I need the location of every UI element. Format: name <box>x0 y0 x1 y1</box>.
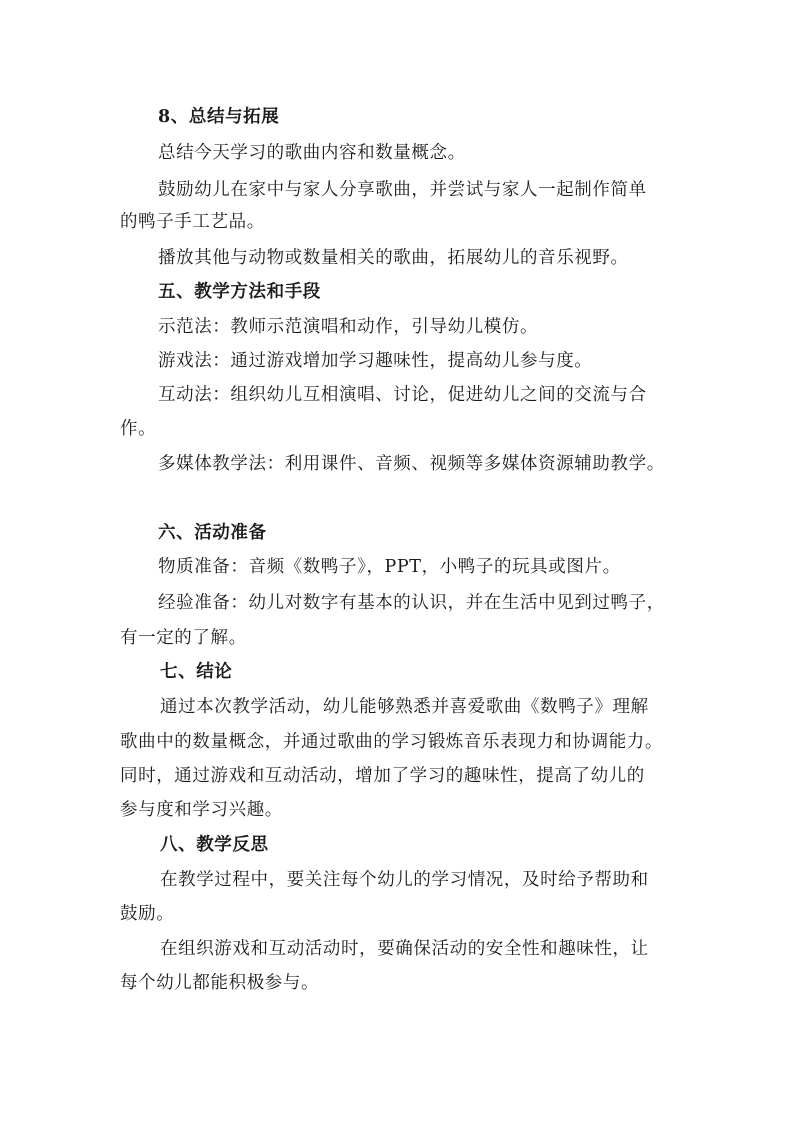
paragraph-line: 多媒体教学法：利用课件、音频、视频等多媒体资源辅助教学。 <box>158 454 665 474</box>
paragraph-line: 的鸭子手工艺品。 <box>120 212 265 232</box>
paragraph-line: 作。 <box>120 419 157 439</box>
paragraph-line: 通过本次教学活动，幼儿能够熟悉并喜爱歌曲《数鸭子》理解 <box>160 697 649 717</box>
paragraph-line: 物质准备：音频《数鸭子》，PPT，小鸭子的玩具或图片。 <box>158 557 621 577</box>
paragraph-line: 鼓励。 <box>120 904 175 924</box>
paragraph-line: 总结今天学习的歌曲内容和数量概念。 <box>158 143 466 163</box>
paragraph-line: 示范法：教师示范演唱和动作，引导幼儿模仿。 <box>158 317 539 337</box>
paragraph-line: 在组织游戏和互动活动时，要确保活动的安全性和趣味性，让 <box>160 939 649 959</box>
paragraph-line: 有一定的了解。 <box>120 628 247 648</box>
paragraph-line: 游戏法：通过游戏增加学习趣味性，提高幼儿参与度。 <box>158 351 593 371</box>
paragraph-line: 参与度和学习兴趣。 <box>120 800 283 820</box>
section-heading-reflection: 八、教学反思 <box>160 835 269 855</box>
paragraph-line: 播放其他与动物或数量相关的歌曲，拓展幼儿的音乐视野。 <box>158 248 629 268</box>
paragraph-line: 每个幼儿都能积极参与。 <box>120 973 320 993</box>
paragraph-line: 鼓励幼儿在家中与家人分享歌曲，并尝试与家人一起制作简单 <box>158 180 647 200</box>
paragraph-line: 互动法：组织幼儿互相演唱、讨论，促进幼儿之间的交流与合 <box>158 385 647 405</box>
paragraph-line: 在教学过程中，要关注每个幼儿的学习情况，及时给予帮助和 <box>160 870 649 890</box>
section-heading-conclusion: 七、结论 <box>160 662 233 682</box>
paragraph-line: 经验准备：幼儿对数字有基本的认识，并在生活中见到过鸭子， <box>158 593 665 613</box>
paragraph-line: 歌曲中的数量概念，并通过歌曲的学习锻炼音乐表现力和协调能力。 <box>120 732 663 752</box>
section-heading-methods: 五、教学方法和手段 <box>158 282 321 302</box>
paragraph-line: 同时，通过游戏和互动活动，增加了学习的趣味性，提高了幼儿的 <box>120 766 645 786</box>
section-heading-preparation: 六、活动准备 <box>158 523 267 543</box>
section-heading-summary: 8、总结与拓展 <box>158 107 280 127</box>
